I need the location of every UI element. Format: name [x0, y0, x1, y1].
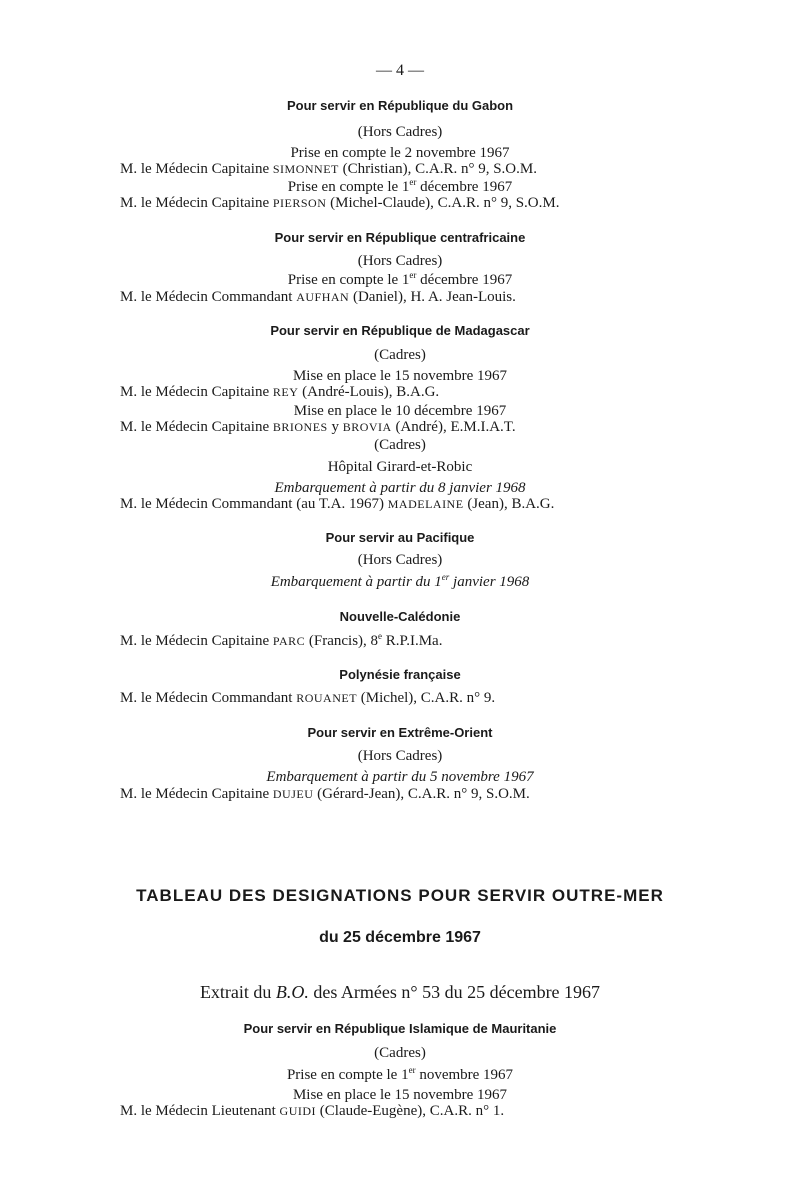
pf-entry: M. le Médecin Commandant ROUANET (Michel), C.A.R. n° 9. [120, 690, 496, 706]
mad-cadres-1: (Cadres) [374, 347, 426, 363]
section-heading-mauritanie: Pour servir en République Islamique de Mauritanie [243, 1021, 557, 1036]
eo-entry: M. le Médecin Capitaine DUJEU (Gérard-Jean), C.A.R. n° 9, S.O.M. [120, 786, 530, 802]
section-heading-centrafrique: Pour servir en République centrafricaine [274, 230, 526, 245]
eo-hors-cadres: (Hors Cadres) [357, 748, 443, 764]
mau-cadres: (Cadres) [374, 1045, 426, 1061]
gabon-prise-2: Prise en compte le 1er décembre 1967 [287, 177, 513, 195]
subheading-polynesie: Polynésie française [339, 667, 461, 682]
mad-mise-1: Mise en place le 15 novembre 1967 [292, 368, 508, 384]
gabon-entry-2: M. le Médecin Capitaine PIERSON (Michel-Claude), C.A.R. n° 9, S.O.M. [120, 195, 560, 211]
mad-mise-2: Mise en place le 10 décembre 1967 [293, 403, 507, 419]
rca-entry: M. le Médecin Commandant AUFHAN (Daniel), H. A. Jean-Louis. [120, 289, 516, 305]
mau-prise: Prise en compte le 1er novembre 1967 [286, 1065, 514, 1083]
mad-entry-2: M. le Médecin Capitaine BRIONES y BROVIA (André), E.M.I.A.T. [120, 419, 516, 435]
gabon-prise-1: Prise en compte le 2 novembre 1967 [290, 145, 510, 161]
gabon-hors-cadres: (Hors Cadres) [357, 124, 443, 140]
page-number: — 4 — [376, 62, 424, 79]
mad-cadres-2: (Cadres) [374, 437, 426, 453]
nc-entry: M. le Médecin Capitaine PARC (Francis), 8e R.P.I.Ma. [120, 631, 443, 649]
section-heading-madagascar: Pour servir en République de Madagascar [270, 323, 530, 338]
mad-entry-1: M. le Médecin Capitaine REY (André-Louis), B.A.G. [120, 384, 440, 400]
rca-prise: Prise en compte le 1er décembre 1967 [287, 270, 513, 288]
mad-hopital: Hôpital Girard-et-Robic [327, 459, 473, 475]
tableau-date: du 25 décembre 1967 [319, 929, 481, 946]
mad-embarquement: Embarquement à partir du 8 janvier 1968 [274, 480, 526, 496]
section-heading-extreme-orient: Pour servir en Extrême-Orient [307, 725, 493, 740]
extrait-line: Extrait du B.O. des Armées n° 53 du 25 décembre 1967 [199, 982, 601, 1002]
mau-mise: Mise en place le 15 novembre 1967 [292, 1087, 508, 1103]
rca-hors-cadres: (Hors Cadres) [357, 253, 443, 269]
mau-entry: M. le Médecin Lieutenant GUIDI (Claude-Eugène), C.A.R. n° 1. [120, 1103, 505, 1119]
section-heading-pacifique: Pour servir au Pacifique [325, 530, 475, 545]
subheading-nouvelle-caledonie: Nouvelle-Calédonie [339, 609, 461, 624]
section-heading-gabon: Pour servir en République du Gabon [286, 98, 514, 113]
pac-hors-cadres: (Hors Cadres) [357, 552, 443, 568]
eo-embarquement: Embarquement à partir du 5 novembre 1967 [266, 769, 534, 785]
tableau-title: TABLEAU DES DESIGNATIONS POUR SERVIR OUTRE-MER [136, 886, 664, 905]
pac-embarquement: Embarquement à partir du 1er janvier 1968 [270, 572, 530, 590]
mad-entry-3: M. le Médecin Commandant (au T.A. 1967) MADELAINE (Jean), B.A.G. [120, 496, 555, 512]
gabon-entry-1: M. le Médecin Capitaine SIMONNET (Christian), C.A.R. n° 9, S.O.M. [120, 161, 537, 177]
